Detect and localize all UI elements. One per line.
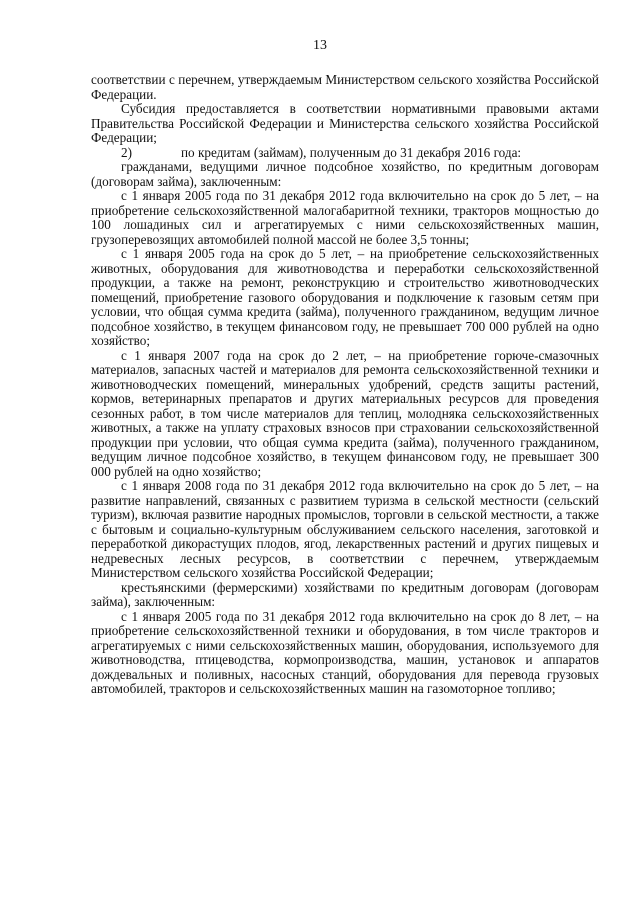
paragraph: с 1 января 2005 года по 31 декабря 2012 года включительно на срок до 5 лет, – на приобретение сельскохозяйственной малогабаритной техники, тракторов мощностью до 100 лошадиных сил и агрегатируемых с ними сельскохозяйственных машин, грузоперевозящих автомобилей полной массой не более 3,5 тонны;	[91, 188, 599, 247]
list-number: 2)	[121, 144, 132, 160]
paragraph: с 1 января 2005 года по 31 декабря 2012 года включительно на срок до 8 лет, – на приобретение сельскохозяйственной техники и оборудования, в том числе тракторов и агрегатируемых с ними сельскохозяйственных машин, оборудования, используемого для животноводства, птицеводства, кормопроизводства, машин, установок и аппаратов дождевальных и поливных, насосных станций, оборудования для перевода грузовых автомобилей, тракторов и сельскохозяйственных машин на газомоторное топливо;	[91, 608, 599, 696]
paragraph: с 1 января 2005 года на срок до 5 лет, – на приобретение сельскохозяйственных животных, оборудования для животноводства и переработки сельскохозяйственной продукции, а также на ремонт, реконструкцию и строительство животноводческих помещений, приобретение газового оборудования и подключение к газовым сетям при условии, что общая сумма кредита (займа), полученного гражданином, ведущим личное подсобное хозяйство, в текущем финансовом году, не превышает 700 000 рублей на одно хозяйство;	[91, 246, 599, 348]
paragraph: с 1 января 2008 года по 31 декабря 2012 года включительно на срок до 5 лет, – на развитие направлений, связанных с развитием туризма в сельской местности (сельский туризм), включая развитие народных промыслов, торговли в сельской местности, а также с бытовым и социально-культурным обслуживанием сельского населения, заготовкой и переработкой дикорастущих плодов, ягод, лекарственных растений и других пищевых и недревесных лесных ресурсов, в соответствии с перечнем, утверждаемым Министерством сельского хозяйства Российской Федерации;	[91, 478, 599, 580]
paragraph: соответствии с перечнем, утверждаемым Министерством сельского хозяйства Российской Федерации.	[91, 72, 599, 102]
list-item-text: по кредитам (займам), полученным до 31 декабря 2016 года:	[181, 144, 522, 160]
paragraph: Субсидия предоставляется в соответствии нормативными правовыми актами Правительства Российской Федерации и Министерства сельского хозяйства Российской Федерации;	[91, 101, 599, 145]
paragraph: гражданами, ведущими личное подсобное хозяйство, по кредитным договорам (договорам займа), заключенным:	[91, 159, 599, 189]
document-body	[91, 73, 599, 697]
list-item	[91, 146, 599, 161]
page-number: 13	[313, 38, 327, 53]
paragraph: с 1 января 2007 года на срок до 2 лет, – на приобретение горюче-смазочных материалов, запасных частей и материалов для ремонта сельскохозяйственной техники и животноводческих помещений, минеральных удобрений, средств защиты растений, кормов, ветеринарных препаратов и других материальных ресурсов для проведения сезонных работ, в том числе материалов для теплиц, молодняка сельскохозяйственных животных, а также на уплату страховых взносов при страховании сельскохозяйственной продукции при условии, что общая сумма кредита (займа), полученного гражданином, ведущим личное подсобное хозяйство, в текущем финансовом году, не превышает 300 000 рублей на одно хозяйство;	[91, 347, 599, 479]
paragraph: крестьянскими (фермерскими) хозяйствами по кредитным договорам (договорам займа), заключенным:	[91, 579, 599, 609]
